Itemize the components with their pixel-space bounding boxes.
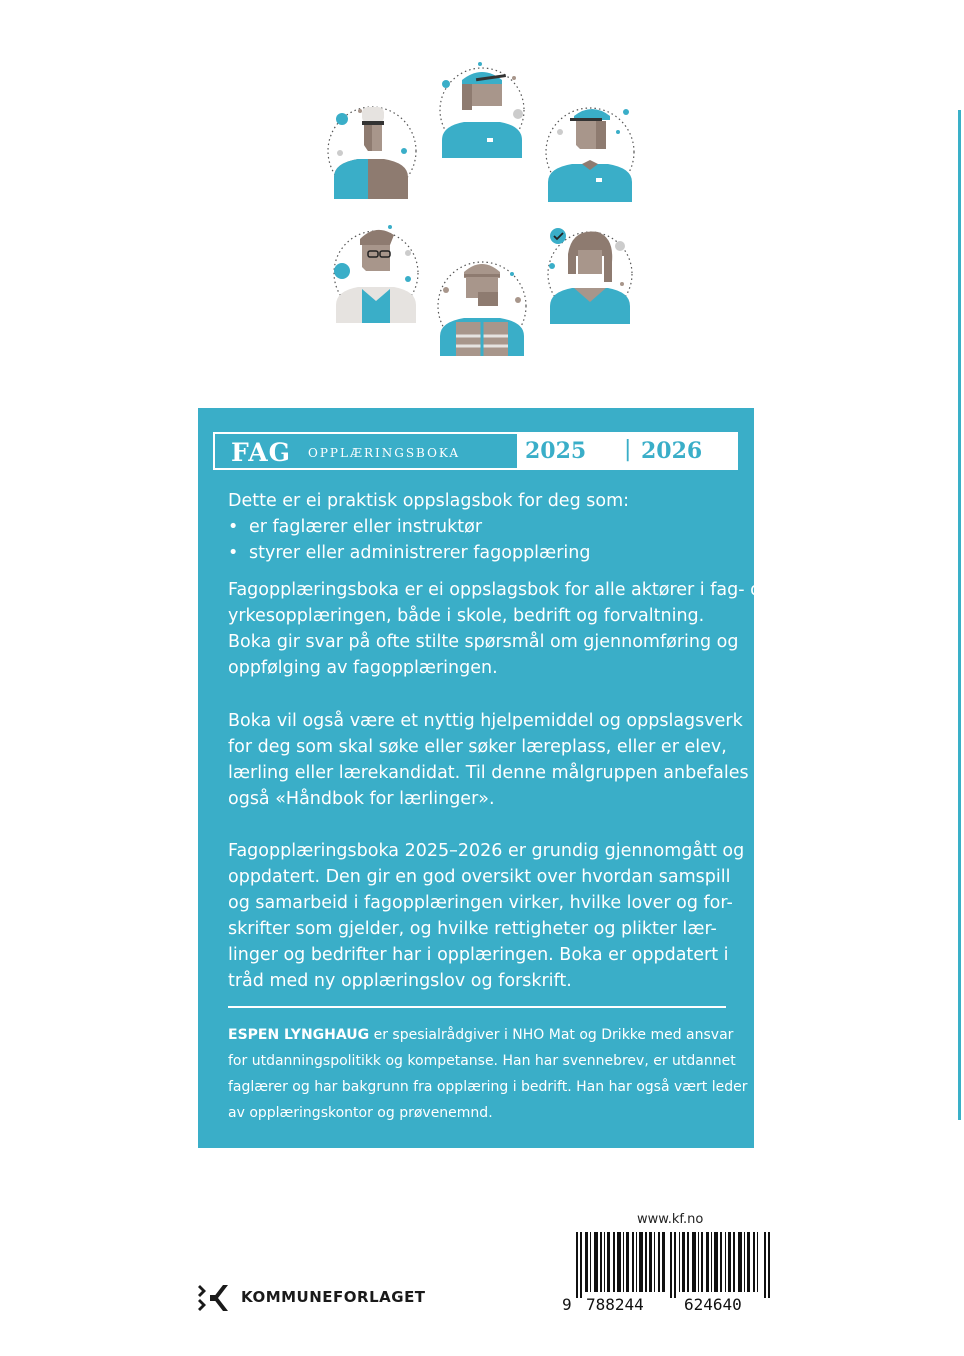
title-year-start: 2025 [525,438,587,464]
bullet-dot: • [228,517,239,537]
title-fag: FAG [231,438,292,467]
title-year-end: 2026 [641,438,703,464]
para1-line: Fagopplæringsboka er ei oppslagsbok for alle aktører i fag- og [228,580,772,600]
bio-text: er spesialrådgiver i NHO Mat og Drikke med ansvar [369,1027,734,1043]
bio-line: faglærer og har bakgrunn fra opplæring i bedrift. Han har også vært leder [228,1079,748,1095]
divider-rule [228,1006,726,1008]
worker-cap-man-portrait [540,102,640,202]
woman-checkmark-portrait [540,224,640,324]
bio-line: for utdanningspolitikk og kompetanse. Han har svennebrev, er utdannet [228,1053,736,1069]
bullet-dot: • [228,543,239,563]
publisher-name: KOMMUNEFORLAGET [241,1288,426,1306]
title-years-block [517,434,738,468]
author-bio-first-line [228,1022,738,1048]
worker-cap-woman-portrait [432,58,532,158]
para2-line: for deg som skal søke eller søker læreplass, eller er elev, [228,737,727,757]
para2-line: Boka vil også være et nyttig hjelpemiddel og oppslagsverk [228,711,743,731]
para3-line: Fagopplæringsboka 2025–2026 er grundig gjennomgått og [228,841,745,861]
intro-bullet-2: styrer eller administrerer fagopplæring [249,543,591,563]
chef-portrait [320,103,420,203]
professionals-illustration [320,58,640,363]
barcode-digits-right: 624640 [684,1295,742,1314]
publisher-url: www.kf.no [637,1212,704,1227]
glasses-man-portrait [326,223,426,323]
bearded-vest-worker-portrait [432,256,532,356]
intro-bullet-1: er faglærer eller instruktør [249,517,483,537]
para3-line: oppdatert. Den gir en god oversikt over hvordan samspill [228,867,731,887]
barcode-digit-prefix: 9 [562,1295,572,1314]
para1-line: Boka gir svar på ofte stilte spørsmål om gjennomføring og [228,632,739,652]
title-year-separator: | [624,437,632,462]
series-title-box [213,432,738,470]
barcode-digits-left: 788244 [586,1295,644,1314]
intro-lead: Dette er ei praktisk oppslagsbok for deg som: [228,491,630,511]
kommuneforlaget-logo-icon [198,1283,230,1313]
author-name: ESPEN LYNGHAUG [228,1027,370,1043]
para3-line: linger og bedrifter har i opplæringen. Boka er oppdatert i [228,945,729,965]
para3-line: og samarbeid i fagopplæringen virker, hvilke lover og for- [228,893,733,913]
para1-line: oppfølging av fagopplæringen. [228,658,498,678]
para2-line: også «Håndbok for lærlinger». [228,789,495,809]
para3-line: tråd med ny opplæringslov og forskrift. [228,971,572,991]
title-subtitle: OPPLÆRINGSBOKA [308,446,461,460]
para2-line: lærling eller lærekandidat. Til denne målgruppen anbefales [228,763,749,783]
spine-edge-line [958,110,961,1120]
para3-line: skrifter som gjelder, og hvilke rettigheter og plikter lær- [228,919,717,939]
bio-line: av opplæringskontor og prøvenemnd. [228,1105,493,1121]
description-panel [198,408,772,1148]
isbn-barcode [576,1232,772,1298]
para1-line: yrkesopplæringen, både i skole, bedrift og forvaltning. [228,606,705,626]
